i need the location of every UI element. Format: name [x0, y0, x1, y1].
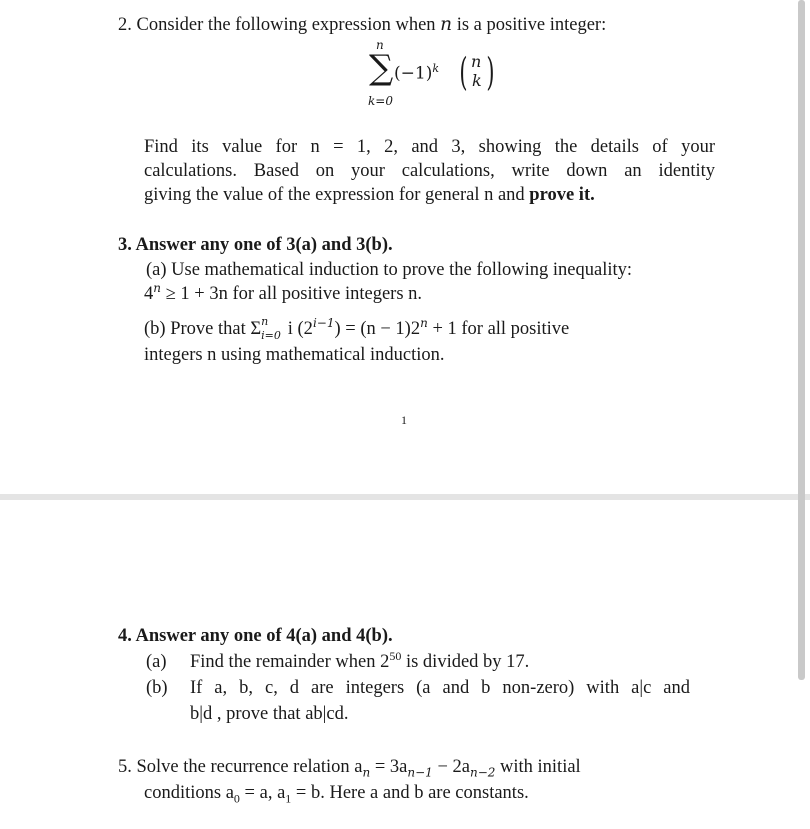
sum-term	[394, 62, 439, 84]
q5-sub-4: 0	[233, 791, 240, 806]
sum-lower-limit: k=0	[368, 94, 393, 108]
binom-right-paren: )	[486, 50, 495, 94]
q3b-text-c: ) = (n − 1)2	[334, 319, 421, 339]
q4a-exponent: 50	[389, 648, 402, 663]
q3a-exponent: n	[153, 280, 161, 295]
q5-text-d: with initial	[495, 757, 581, 777]
q2-prove-it: prove it.	[529, 185, 595, 205]
sum-sign: (−1)	[394, 63, 433, 84]
q5-text-c: − 2a	[432, 757, 470, 777]
q3a-inequality: ≥ 1 + 3n for all positive integers n.	[165, 284, 423, 304]
q3b-text-d: + 1 for all positive	[427, 319, 570, 339]
q2-sum-expression	[368, 38, 528, 114]
q3b-line1	[144, 317, 569, 341]
q5-sub-1: n	[362, 765, 371, 780]
q3b-lower-limit: i=0	[261, 329, 281, 342]
q3b-text-b: i (2	[283, 319, 313, 339]
q3b-line2: integers n using mathematical induction.	[144, 345, 445, 365]
q5-text-a: 5. Solve the recurrence relation a	[118, 757, 363, 777]
q2-header	[118, 13, 606, 37]
q3a-base: 4	[144, 284, 154, 304]
q4b-line1: If a, b, c, d are integers (a and b non-zero) with a|c and	[190, 678, 690, 698]
sum-exponent: k	[432, 62, 439, 75]
q4a-text-2: is divided by 17.	[401, 652, 530, 672]
scrollbar[interactable]	[798, 0, 805, 680]
q5-sub-3: n−2	[469, 765, 496, 780]
q5-sub-2: n−1	[407, 765, 433, 780]
q2-body-line2: calculations. Based on your calculations, write down an identity	[144, 161, 715, 181]
q4a-label: (a)	[146, 652, 167, 672]
q2-header-tail: is a positive integer:	[456, 15, 607, 35]
binom-top: n	[471, 52, 482, 71]
q3b-text-a: (b) Prove that Σ	[144, 319, 262, 339]
q5-text-e: conditions a	[144, 783, 234, 803]
q5-text-b: = 3a	[370, 757, 408, 777]
q2-header-var: n	[440, 14, 453, 35]
q3-header: 3. Answer any one of 3(a) and 3(b).	[118, 235, 393, 255]
q3a-line2	[144, 282, 422, 306]
q2-header-text: 2. Consider the following expression when	[118, 15, 436, 35]
page-number: 1	[401, 413, 407, 427]
q4a-text-1: Find the remainder when 2	[190, 652, 390, 672]
q5-sub-5: 1	[285, 791, 292, 806]
sum-upper-limit: n	[376, 38, 384, 52]
q5-line2	[144, 781, 529, 805]
q3a-line1: (a) Use mathematical induction to prove the following inequality:	[146, 260, 633, 280]
q4-header: 4. Answer any one of 4(a) and 4(b).	[118, 626, 393, 646]
q2-body-line3	[144, 183, 595, 207]
q3b-limits	[261, 315, 283, 342]
q2-body-line3-text: giving the value of the expression for general n and	[144, 185, 525, 205]
q2-body-line1: Find its value for n = 1, 2, and 3, showing the details of your	[144, 137, 715, 157]
sigma-symbol: ∑	[369, 48, 394, 88]
q4a-text	[190, 650, 529, 674]
q5-text-f: = a, a	[239, 783, 286, 803]
q4b-label: (b)	[146, 678, 168, 698]
q5-text-g: = b. Here a and b are constants.	[291, 783, 529, 803]
q3b-upper-limit: n	[261, 315, 269, 328]
binom-bottom: k	[472, 71, 482, 90]
page-separator	[0, 494, 810, 500]
q3b-exponent-2: n	[420, 315, 428, 330]
q3b-exponent: i−1	[312, 315, 335, 330]
q5-line1	[118, 755, 581, 779]
q4b-line2: b|d , prove that ab|cd.	[190, 704, 349, 724]
binom-left-paren: (	[459, 50, 468, 94]
